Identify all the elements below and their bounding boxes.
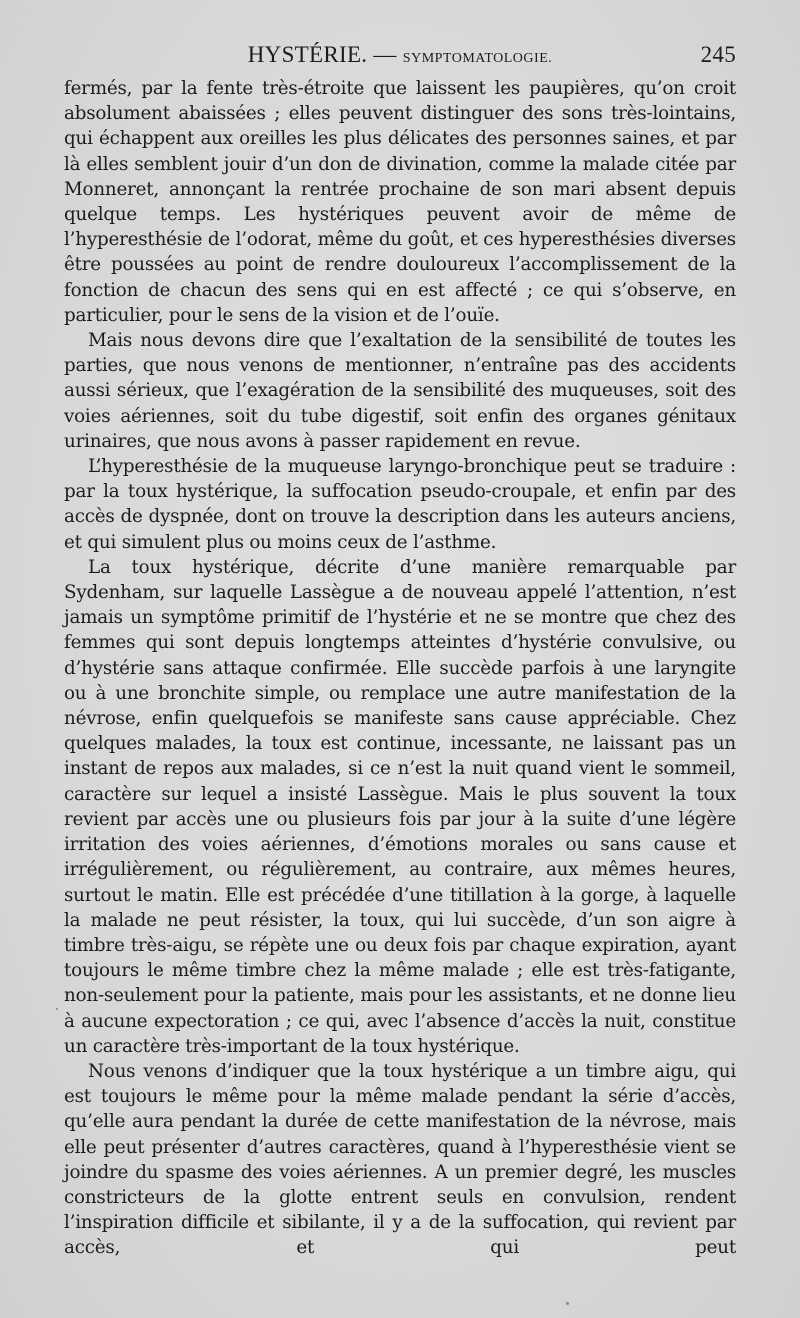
- ink-speck: [566, 1302, 569, 1305]
- running-head: [64, 40, 736, 70]
- running-title: [64, 40, 736, 74]
- paragraph-2: Mais nous devons dire que l’exaltation de la sensibilité de toutes les parties, que nous venons de mentionner, n’entraîne pas des accidents aussi sérieux, que l’exagération de la sensibilité des muqueuses, soit des voies aériennes, soit du tube digestif, soit enfin des organes génitaux urinaires, que nous avons à passer rapidement en revue.: [64, 330, 736, 452]
- body-text: [64, 76, 736, 1261]
- paragraph-4: La toux hystérique, décrite d’une manière remarquable par Sydenham, sur laquelle Lassègue a de nouveau appelé l’attention, n’est jamais un symptôme primitif de l’hystérie et ne se montre que chez des femmes qui sont depuis longtemps atteintes d’hystérie convulsive, ou d’hystérie sans attaque confirmée. Elle succède parfois à une laryngite ou à une bronchite simple, ou remplace une autre manifestation de la névrose, enfin quelquefois se manifeste sans cause appréciable. Chez quelques malades, la toux est continue, incessante, ne laissant pas un instant de repos aux malades, si ce n’est la nuit quand vient le sommeil, caractère sur lequel a insisté Lassègue. Mais le plus souvent la toux revient par accès une ou plusieurs fois par jour à la suite d’une légère irritation des voies aériennes, d’émotions morales ou sans cause et irrégulièrement, ou régulièrement, au contraire, aux mêmes heures, surtout le matin. Elle est précédée d’une titillation à la gorge, à laquelle la malade ne peut résister, la toux, qui lui succède, d’un son aigre à timbre très-aigu, se répète une ou deux fois par chaque expiration, ayant toujours le même timbre chez la même malade ; elle est très-fatigante, non-seulement pour la patiente, mais pour les assistants, et ne donne lieu à aucune expectoration ; ce qui, avec l’absence d’accès la nuit, constitue un caractère très-important de la toux hystérique.: [64, 556, 736, 1057]
- section-title: SYMPTOMATOLOGIE.: [402, 51, 553, 66]
- paragraph-3: L’hyperesthésie de la muqueuse laryngo-bronchique peut se traduire : par la toux hystérique, la suffocation pseudo-croupale, et enfin par des accès de dyspnée, dont on trouve la description dans les auteurs anciens, et qui simulent plus ou moins ceux de l’asthme.: [64, 456, 736, 553]
- ink-speck: [56, 1008, 58, 1010]
- page-number: 245: [700, 42, 736, 67]
- chapter-title: HYSTÉRIE.: [247, 42, 368, 67]
- paragraph-5: Nous venons d’indiquer que la toux hystérique a un timbre aigu, qui est toujours le même pour la même malade pendant la série d’accès, qu’elle aura pendant la durée de cette manifestation de la névrose, mais elle peut présenter d’autres caractères, quand à l’hyperesthésie vient se joindre du spasme des voies aériennes. A un premier degré, les muscles constricteurs de la glotte entrent seuls en convulsion, rendent l’inspiration difficile et sibilante, il y a de la suffocation, qui revient par accès, et qui peut: [64, 1060, 736, 1259]
- paragraph-1: fermés, par la fente très-étroite que laissent les paupières, qu’on croit absolument abaissées ; elles peuvent distinguer des sons très-lointains, qui échappent aux oreilles les plus délicates des personnes saines, et par là elles semblent jouir d’un don de divination, comme la malade citée par Monneret, annonçant la rentrée prochaine de son mari absent depuis quelque temps. Les hystériques peuvent avoir de même de l’hyperesthésie de l’odorat, même du goût, et ces hyperesthésies diverses être poussées au point de rendre douloureux l’accomplissement de la fonction de chacun des sens qui en est affecté ; ce qui s’observe, en particulier, pour le sens de la vision et de l’ouïe.: [64, 78, 736, 326]
- title-separator: —: [373, 42, 397, 67]
